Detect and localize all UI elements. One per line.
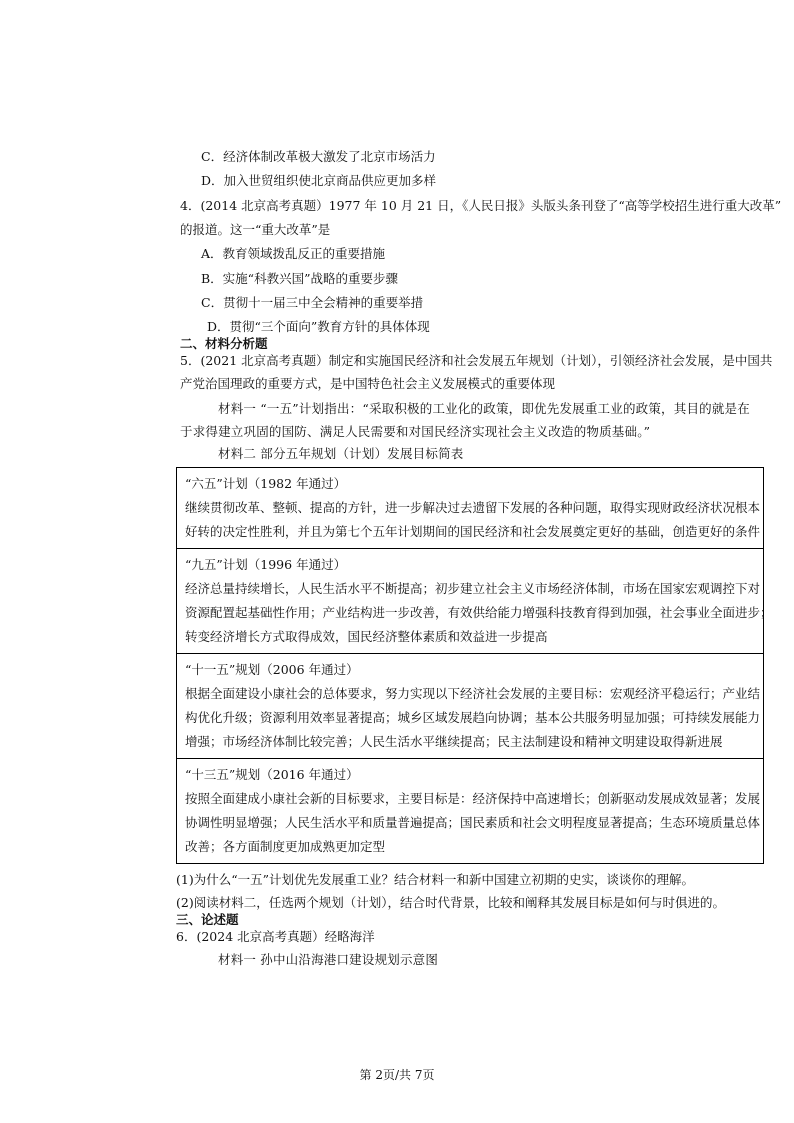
plan-goals-table [176, 467, 773, 864]
page-number: 第 2页/共 7页 [359, 1068, 435, 1082]
table-row-11th-plan [177, 654, 763, 759]
q5-stem-line2: 产党治国理政的重要方式，是中国特色社会主义发展模式的重要体现 [180, 376, 556, 391]
material1-line1: 材料一 “一五”计划指出：“采取积极的工业化的政策，即优先发展重工业的政策，其目的就是在 [218, 401, 750, 416]
row-title: “十三五”规划（2016 年通过） [185, 767, 359, 782]
table-row-9th-plan [177, 549, 773, 654]
table-row-6th-plan [177, 468, 763, 549]
q4-stem-line2: 的报道。这一“重大改革”是 [180, 222, 331, 237]
section3-heading: 三、论述题 [176, 912, 239, 927]
material2-title: 材料二 部分五年规划（计划）发展目标简表 [218, 446, 464, 461]
table-row-13th-plan [177, 759, 763, 863]
row-text: 按照全面建成小康社会新的目标要求，主要目标是：经济保持中高速增长；创新驱动发展成效显著；发展 [185, 791, 761, 806]
q4-option-b: B．实施“科教兴国”战略的重要步骤 [201, 271, 398, 286]
row-text: 改善；各方面制度更加成熟更加定型 [185, 839, 386, 854]
row-text: 资源配置起基础性作用；产业结构进一步改善，有效供给能力增强科技教育得到加强，社会事业全面进步； [185, 605, 773, 620]
q6-stem: 6．(2024 北京高考真题）经略海洋 [176, 929, 375, 944]
q4-option-a: A．教育领域拨乱反正的重要措施 [201, 246, 386, 261]
q5-sub2: (2)阅读材料二，任选两个规划（计划），结合时代背景，比较和阐释其发展目标是如何与时俱进的。 [176, 895, 725, 910]
q4-option-c: C．贯彻十一届三中全会精神的重要举措 [201, 295, 424, 310]
row-text: 增强；市场经济体制比较完善；人民生活水平继续提高；民主法制建设和精神文明建设取得新进展 [185, 734, 723, 749]
q6-material1: 材料一 孙中山沿海港口建设规划示意图 [218, 952, 439, 967]
row-text: 协调性明显增强；人民生活水平和质量普遍提高；国民素质和社会文明程度显著提高；生态环境质量总体 [185, 815, 761, 830]
row-text: 好转的决定性胜利，并且为第七个五年计划期间的国民经济和社会发展奠定更好的基础，创造更好的条件 [185, 524, 761, 539]
row-text: 经济总量持续增长，人民生活水平不断提高；初步建立社会主义市场经济体制，市场在国家宏观调控下对 [185, 581, 761, 596]
q3-option-c: C．经济体制改革极大激发了北京市场活力 [201, 149, 436, 164]
q4-option-d: D．贯彻“三个面向”教育方针的具体体现 [207, 319, 430, 334]
row-title: “九五”计划（1996 年通过） [185, 557, 347, 572]
q3-option-d: D．加入世贸组织使北京商品供应更加多样 [201, 173, 437, 188]
row-text: 构优化升级；资源利用效率显著提高；城乡区域发展趋向协调；基本公共服务明显加强；可持续发展能力 [185, 710, 761, 725]
row-title: “十一五”规划（2006 年通过） [185, 662, 359, 677]
row-text: 转变经济增长方式取得成效，国民经济整体素质和效益进一步提高 [185, 629, 548, 644]
row-text: 根据全面建设小康社会的总体要求，努力实现以下经济社会发展的主要目标：宏观经济平稳运行；产业结 [185, 686, 761, 701]
row-text: 继续贯彻改革、整顿、提高的方针，进一步解决过去遗留下发展的各种问题，取得实现财政经济状况根本 [185, 500, 761, 515]
material1-line2: 于求得建立巩固的国防、满足人民需要和对国民经济实现社会主义改造的物质基础。” [180, 424, 651, 439]
row-title: “六五”计划（1982 年通过） [185, 476, 347, 491]
section2-heading: 二、材料分析题 [180, 336, 268, 351]
q5-stem-line1: 5．(2021 北京高考真题）制定和实施国民经济和社会发展五年规划（计划），引领经济社会发展，是中国共 [180, 353, 773, 368]
q4-stem-line1: 4．(2014 北京高考真题）1977 年 10 月 21 日，《人民日报》头版头条刊登了“高等学校招生进行重大改革” [180, 198, 782, 213]
q5-sub1: (1)为什么“一五”计划优先发展重工业？结合材料一和新中国建立初期的史实，谈谈你的理解。 [176, 872, 694, 887]
